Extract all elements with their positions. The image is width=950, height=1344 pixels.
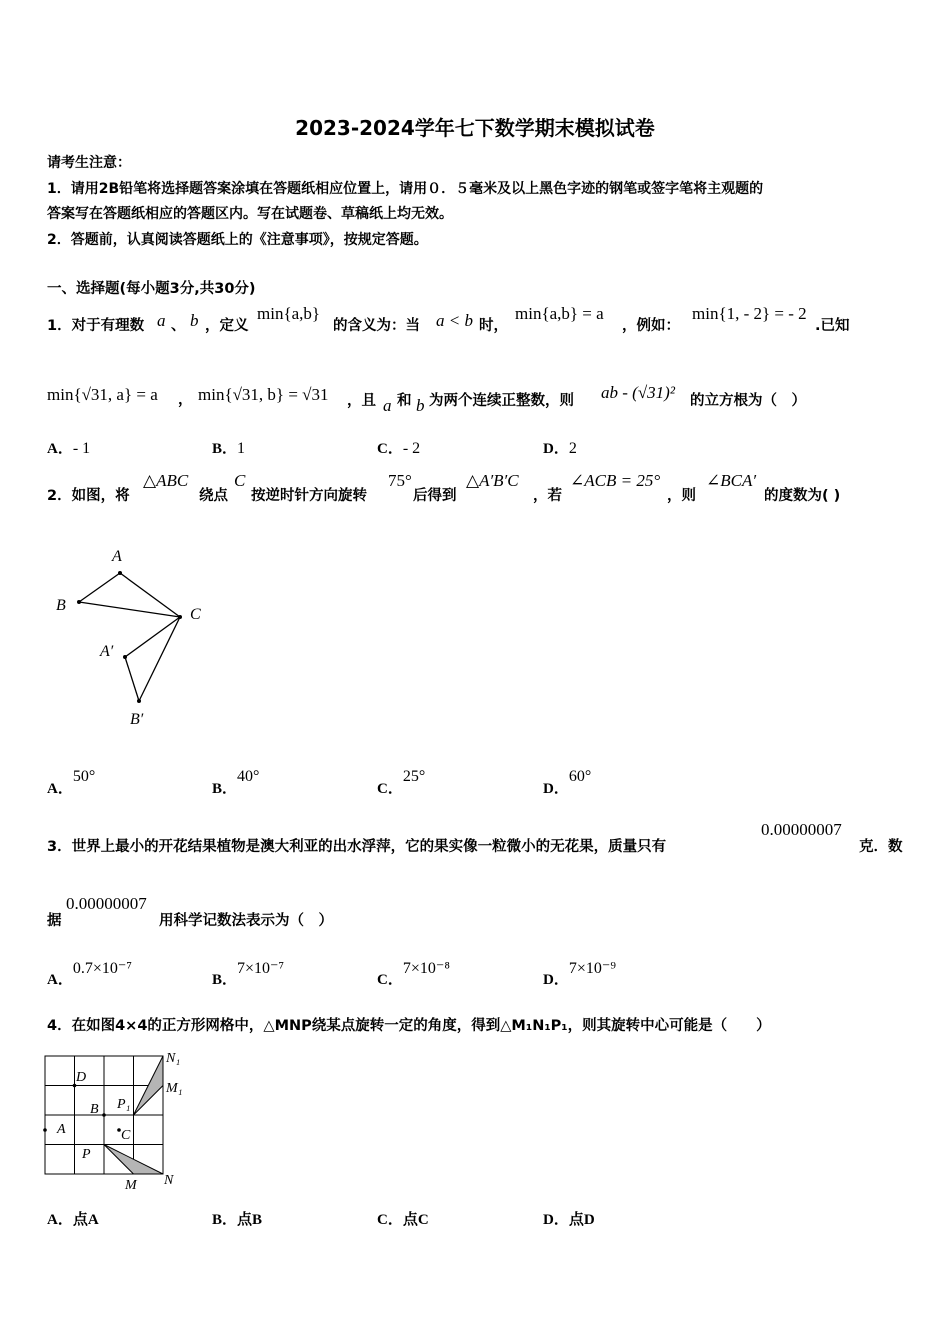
q4-grid-figure bbox=[40, 1046, 200, 1196]
option-value: 60° bbox=[568, 768, 592, 785]
q1-example: min{1, - 2} = - 2 bbox=[692, 304, 807, 323]
q1-var-b2: b bbox=[416, 396, 425, 415]
label-d: D bbox=[76, 1070, 87, 1085]
point-a bbox=[43, 1128, 47, 1132]
option-value: 25° bbox=[402, 768, 426, 785]
point-a bbox=[118, 571, 122, 575]
q4-option-b[interactable] bbox=[212, 1208, 262, 1229]
q2-text-6: ，则 bbox=[667, 488, 696, 504]
option-value: 点A bbox=[72, 1212, 99, 1228]
label-b: B bbox=[90, 1102, 99, 1117]
q2-text-1: 2．如图，将 bbox=[47, 488, 130, 504]
q1-and: 和 bbox=[397, 393, 412, 409]
q2-degree: 75° bbox=[388, 471, 412, 490]
label-p: P bbox=[82, 1147, 91, 1162]
q2-point-c: C bbox=[234, 471, 246, 490]
option-value: - 1 bbox=[72, 440, 91, 457]
point-b-prime bbox=[137, 699, 141, 703]
q1-option-a[interactable] bbox=[47, 437, 90, 458]
q2-option-c[interactable] bbox=[377, 765, 426, 797]
option-value: 1 bbox=[237, 440, 246, 457]
q3-option-b[interactable] bbox=[212, 957, 285, 988]
label-a: A bbox=[57, 1122, 66, 1137]
point-b bbox=[77, 600, 81, 604]
label-m1: M₁ bbox=[166, 1081, 183, 1096]
q1-text-8: 为两个连续正整数，则 bbox=[429, 393, 574, 409]
q1-eq1: min{a,b} = a bbox=[515, 304, 604, 323]
option-value: 点C bbox=[402, 1212, 429, 1228]
q4-option-a[interactable] bbox=[47, 1208, 99, 1229]
label-m: M bbox=[125, 1178, 137, 1193]
q1-text-4: 时， bbox=[479, 318, 508, 334]
q2-option-b[interactable] bbox=[212, 765, 260, 797]
label-c: C bbox=[190, 606, 201, 623]
q2-triangle: △ABC bbox=[143, 471, 189, 490]
label-p1: P₁ bbox=[117, 1097, 131, 1112]
q2-option-d[interactable] bbox=[543, 765, 592, 797]
q1-cond: a < b bbox=[436, 311, 473, 330]
q3-number: 0.00000007 bbox=[761, 820, 842, 839]
q1-var-a2: a bbox=[383, 396, 392, 415]
q1-var-a: a bbox=[157, 311, 166, 330]
q4-option-d[interactable] bbox=[543, 1208, 595, 1229]
q3-text-3: 据 bbox=[47, 913, 62, 929]
q3-text-4: 用科学记数法表示为（ ） bbox=[159, 913, 333, 929]
option-value: 2 bbox=[568, 440, 577, 457]
label-n1: N₁ bbox=[166, 1051, 181, 1066]
section-heading: 一、选择题(每小题3分,共30分) bbox=[47, 281, 256, 297]
label-c: C bbox=[121, 1128, 131, 1143]
option-label: D． bbox=[543, 972, 569, 988]
q2-triangle2: △A′B′C bbox=[466, 471, 519, 490]
q1-def: min{a,b} bbox=[257, 304, 321, 323]
label-a-prime: A′ bbox=[100, 643, 114, 660]
q1-sep: 、 bbox=[171, 318, 186, 334]
notice-heading: 请考生注意： bbox=[47, 155, 131, 171]
notice-line2: 答案写在答题纸相应的答题区内。写在试题卷、草稿纸上均无效。 bbox=[47, 206, 453, 222]
q1-comma: ， bbox=[178, 392, 193, 408]
option-label: D． bbox=[543, 1212, 569, 1228]
option-label: B． bbox=[212, 781, 238, 797]
q3-option-a[interactable] bbox=[47, 957, 132, 988]
q2-option-a[interactable] bbox=[47, 765, 96, 797]
option-value: - 2 bbox=[402, 440, 421, 457]
q3-text-2: 克．数 bbox=[859, 839, 903, 855]
option-value: 7×10⁻⁸ bbox=[402, 960, 450, 977]
q1-text-5: ，例如： bbox=[622, 318, 680, 334]
q3-text-1: 3．世界上最小的开花结果植物是澳大利亚的出水浮萍，它的果实像一粒微小的无花果，质量只有 bbox=[47, 839, 667, 855]
q2-angle2: ∠BCA′ bbox=[706, 471, 757, 490]
q2-rotation-figure bbox=[40, 535, 230, 735]
option-label: C． bbox=[377, 781, 403, 797]
q2-text-3: 按逆时针方向旋转 bbox=[251, 488, 367, 504]
label-b-prime: B′ bbox=[130, 711, 144, 728]
q1-text-6: .已知 bbox=[815, 318, 850, 334]
q2-text-2: 绕点 bbox=[199, 488, 228, 504]
point-c bbox=[178, 615, 182, 619]
option-value: 50° bbox=[72, 768, 96, 785]
q1-text-1: 1．对于有理数 bbox=[47, 318, 145, 334]
label-a: A bbox=[112, 548, 122, 565]
option-value: 7×10⁻⁷ bbox=[237, 960, 285, 977]
q1-var-b: b bbox=[190, 311, 199, 330]
q3-number2: 0.00000007 bbox=[66, 894, 147, 913]
option-value: 点B bbox=[237, 1212, 263, 1228]
q3-option-d[interactable] bbox=[543, 957, 616, 988]
option-label: C． bbox=[377, 972, 403, 988]
q2-text-5: ，若 bbox=[533, 488, 562, 504]
q1-eq3: min{√31, b} = √31 bbox=[198, 385, 329, 404]
notice-line1: 1．请用2B铅笔将选择题答案涂填在答题纸相应位置上，请用０．５毫米及以上黑色字迹的钢笔或签字笔将主观题的 bbox=[47, 181, 764, 197]
notice-line3: 2．答题前，认真阅读答题纸上的《注意事项》，按规定答题。 bbox=[47, 232, 428, 248]
option-value: 0.7×10⁻⁷ bbox=[72, 960, 132, 977]
q2-angle: ∠ACB = 25° bbox=[570, 471, 661, 490]
q3-option-c[interactable] bbox=[377, 957, 450, 988]
q1-text-9: 的立方根为（ ） bbox=[690, 393, 806, 409]
q1-option-b[interactable] bbox=[212, 437, 245, 458]
option-label: A． bbox=[47, 1212, 73, 1228]
q1-option-c[interactable] bbox=[377, 437, 420, 458]
q1-text-3: 的含义为：当 bbox=[333, 318, 420, 334]
option-label: B． bbox=[212, 972, 238, 988]
option-label: C． bbox=[377, 441, 403, 457]
option-label: A． bbox=[47, 441, 73, 457]
option-label: A． bbox=[47, 972, 73, 988]
option-value: 7×10⁻⁹ bbox=[568, 960, 616, 977]
option-label: A． bbox=[47, 781, 73, 797]
q1-eq2: min{√31, a} = a bbox=[47, 385, 158, 404]
label-b: B bbox=[56, 597, 66, 614]
q1-expr: ab - (√31)² bbox=[601, 383, 675, 402]
point-b bbox=[102, 1113, 106, 1117]
option-label: B． bbox=[212, 441, 238, 457]
option-value: 40° bbox=[237, 768, 260, 785]
q4-text: 4．在如图4×4的正方形网格中，△MNP绕某点旋转一定的角度，得到△M₁N₁P₁，则其旋转中心可能是（ ） bbox=[47, 1018, 771, 1034]
option-value: 点D bbox=[568, 1212, 595, 1228]
q1-text-7: ，且 bbox=[347, 393, 376, 409]
q2-text-4: 后得到 bbox=[413, 488, 457, 504]
option-label: B． bbox=[212, 1212, 238, 1228]
point-a-prime bbox=[123, 655, 127, 659]
page-title: 2023-2024学年七下数学期末模拟试卷 bbox=[295, 116, 655, 140]
q1-text-2: ，定义 bbox=[205, 318, 249, 334]
q1-option-d[interactable] bbox=[543, 437, 577, 458]
q4-option-c[interactable] bbox=[377, 1208, 429, 1229]
label-n: N bbox=[164, 1173, 174, 1188]
option-label: D． bbox=[543, 441, 569, 457]
option-label: C． bbox=[377, 1212, 403, 1228]
q2-text-7: 的度数为( ) bbox=[764, 488, 841, 504]
option-label: D． bbox=[543, 781, 569, 797]
